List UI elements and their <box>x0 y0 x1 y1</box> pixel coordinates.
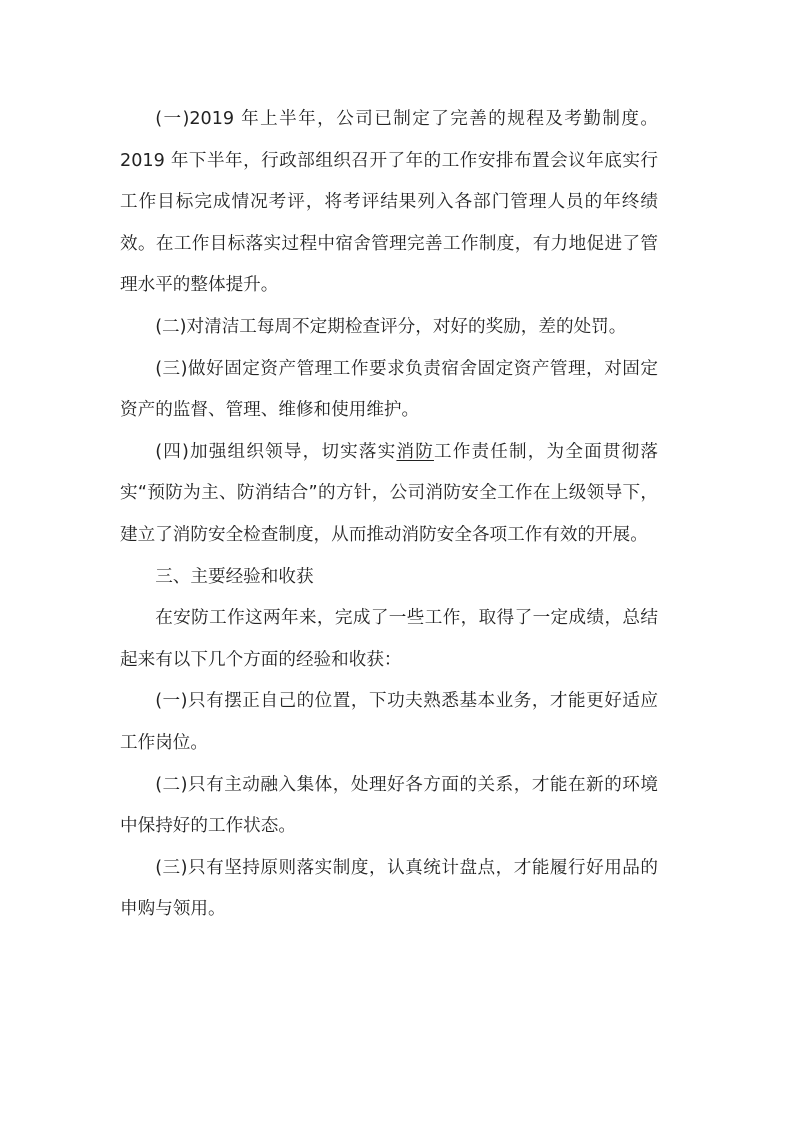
paragraph-fixed-assets: (三)做好固定资产管理工作要求负责宿舍固定资产管理，对固定资产的监督、管理、维修和使用维护。 <box>120 358 658 421</box>
fire-safety-text-after: 工作责任制，为全面贯彻落实“预防为主、防消结合”的方针，公司消防安全工作在上级领导下，建立了消防安全检查制度，从而推动消防安全各项工作有效的开展。 <box>120 441 658 545</box>
paragraph-work-system: (一)2019 年上半年，公司已制定了完善的规程及考勤制度。2019 年下半年，行政部组织召开了年的工作安排布置会议年底实行工作目标完成情况考评，将考评结果列入各部门管理人员的年终绩效。在工作目标落实过程中宿舍管理完善工作制度，有力地促进了管理水平的整体提升。 <box>120 109 658 296</box>
paragraph-fire-safety <box>120 432 658 557</box>
fire-safety-underlined-term: 消防 <box>396 441 434 462</box>
paragraph-cleaning-check: (二)对清洁工每周不定期检查评分，对好的奖励，差的处罚。 <box>155 316 627 337</box>
paragraph-experience-principles: (三)只有坚持原则落实制度，认真统计盘点，才能履行好用品的申购与领用。 <box>120 857 658 920</box>
paragraph-experience-position: (一)只有摆正自己的位置，下功夫熟悉基本业务，才能更好适应工作岗位。 <box>120 691 658 753</box>
paragraph-experience-team: (二)只有主动融入集体，处理好各方面的关系，才能在新的环境中保持好的工作状态。 <box>120 774 658 837</box>
document-body <box>120 99 658 931</box>
fire-safety-text-before: (四)加强组织领导，切实落实 <box>155 441 397 462</box>
section-heading-experience: 三、主要经验和收获 <box>155 566 314 587</box>
paragraph-experience-summary: 在安防工作这两年来，完成了一些工作，取得了一定成绩，总结起来有以下几个方面的经验和收获： <box>120 608 658 670</box>
